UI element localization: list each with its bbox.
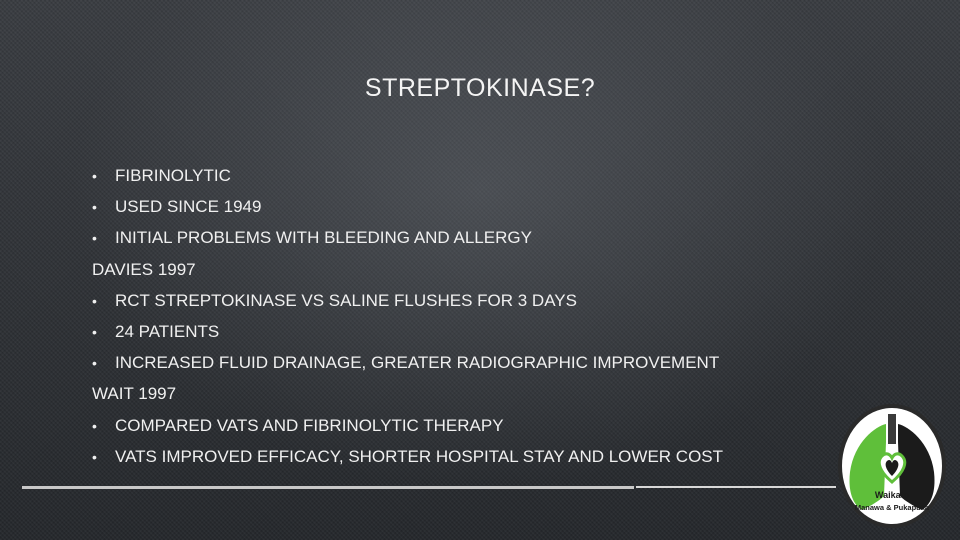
list-item-text: FIBRINOLYTIC [115,166,231,185]
list-item-text: VATS IMPROVED EFFICACY, SHORTER HOSPITAL STAY AND LOWER COST [115,446,724,466]
list-item [92,285,832,316]
logo-text-line2: Manawa & Pukapuka [854,503,930,512]
bullet-dot: • [92,168,97,184]
list-item [92,222,832,253]
organization-logo [836,402,948,530]
list-item-text: INITIAL PROBLEMS WITH BLEEDING AND ALLERGY [115,228,532,248]
divider-line [22,486,634,489]
list-item [92,347,832,378]
list-item [92,191,832,222]
bullet-dot: • [92,199,97,216]
list-item-text: USED SINCE 1949 [115,197,262,217]
bullet-dot: • [92,448,97,465]
bullet-dot: • [92,292,97,309]
bullet-dot: • [92,323,97,340]
list-item-text: 24 PATIENTS [115,321,220,341]
slide-title: STREPTOKINASE? [364,74,596,102]
bullet-dot: • [92,417,97,434]
list-item [92,160,832,191]
bullet-dot: • [92,230,97,247]
lungs-heart-icon [836,402,948,530]
bullet-dot: • [92,355,97,372]
section-heading: WAIT 1997 [92,384,177,404]
divider-line [636,486,836,488]
list-item-text: COMPARED VATS AND FIBRINOLYTIC THERAPY [115,415,504,435]
list-item-text: INCREASED FLUID DRAINAGE, GREATER RADIOGRAPHIC IMPROVEMENT [115,353,720,373]
list-item [92,441,832,472]
section-heading: DAVIES 1997 [92,259,196,279]
bullet-list [92,160,832,472]
list-item [92,410,832,441]
list-item [92,316,832,347]
list-item-text: RCT STREPTOKINASE VS SALINE FLUSHES FOR 3 DAYS [115,290,577,310]
logo-text-line1: Waikato [874,490,910,500]
